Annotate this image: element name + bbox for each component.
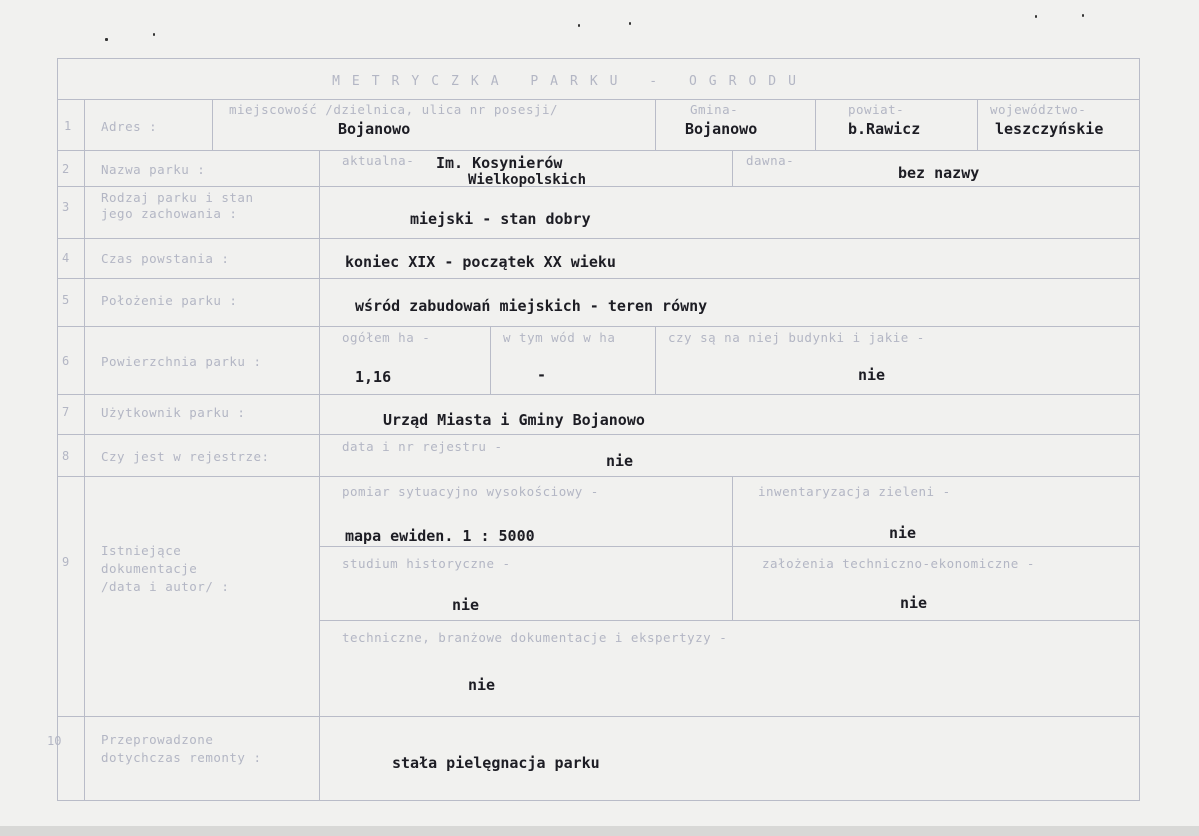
column-divider [732, 150, 733, 186]
economic-assumptions-value: nie [900, 594, 928, 612]
user-value: Urząd Miasta i Gminy Bojanowo [383, 411, 645, 429]
total-area-label: ogółem ha - [342, 330, 431, 345]
water-area-value: - [537, 366, 547, 384]
row-divider [57, 716, 1140, 717]
documentation-label-line-2: dokumentacje [101, 561, 198, 576]
technical-docs-label: techniczne, branżowe dokumentacje i ekspertyzy - [342, 630, 728, 645]
row-divider [57, 99, 1140, 100]
column-divider [490, 326, 491, 394]
row-divider [57, 434, 1140, 435]
speck [629, 22, 631, 25]
user-label: Użytkownik parku : [101, 405, 246, 420]
row-divider [57, 394, 1140, 395]
current-name-label: aktualna- [342, 153, 415, 168]
inventory-label: inwentaryzacja zieleni - [758, 484, 951, 499]
park-type-label-line-2: jego zachowania : [101, 206, 238, 221]
gmina-label: Gmina- [690, 102, 739, 117]
column-divider [655, 99, 656, 150]
row-divider [57, 326, 1140, 327]
total-area-value: 1,16 [355, 368, 392, 386]
column-divider [84, 99, 85, 800]
table-border-left [57, 58, 58, 800]
former-name-value: bez nazwy [898, 164, 980, 182]
technical-docs-value: nie [468, 676, 496, 694]
survey-value: mapa ewiden. 1 : 5000 [345, 527, 535, 545]
address-label: Adres : [101, 119, 158, 134]
row-divider [57, 150, 1140, 151]
current-name-line-2: Wielkopolskich [468, 172, 587, 188]
registry-label: Czy jest w rejestrze: [101, 449, 270, 464]
row-number: 4 [62, 251, 70, 265]
buildings-label: czy są na niej budynki i jakie - [668, 330, 925, 345]
location-label: Położenie parku : [101, 293, 238, 308]
row-number: 7 [62, 405, 70, 419]
column-divider [655, 326, 656, 394]
buildings-value: nie [858, 366, 886, 384]
row-divider [57, 278, 1140, 279]
former-name-label: dawna- [746, 153, 795, 168]
speck [105, 38, 108, 41]
powiat-value: b.Rawicz [848, 120, 921, 138]
row-number: 8 [62, 449, 70, 463]
table-border-right [1139, 58, 1140, 800]
speck [153, 33, 155, 36]
documentation-label-line-3: /data i autor/ : [101, 579, 230, 594]
table-border-top [57, 58, 1140, 59]
survey-label: pomiar sytuacyjno wysokościowy - [342, 484, 599, 499]
documentation-label-line-1: Istniejące [101, 543, 182, 558]
voivodeship-value: leszczyńskie [995, 120, 1104, 138]
park-type-label-line-1: Rodzaj parku i stan [101, 190, 254, 205]
creation-date-label: Czas powstania : [101, 251, 230, 266]
location-value: wśród zabudowań miejskich - teren równy [355, 297, 708, 315]
voivodeship-label: województwo- [990, 102, 1087, 117]
renovations-label-line-1: Przeprowadzone [101, 732, 214, 747]
area-label: Powierzchnia parku : [101, 354, 262, 369]
row-number: 2 [62, 162, 70, 176]
registry-value: nie [606, 452, 634, 470]
row-number: 9 [62, 555, 70, 569]
row-number: 3 [62, 200, 70, 214]
speck [1035, 15, 1037, 18]
locality-value: Bojanowo [338, 120, 411, 138]
park-name-label: Nazwa parku : [101, 162, 206, 177]
historical-study-label: studium historyczne - [342, 556, 511, 571]
historical-study-value: nie [452, 596, 480, 614]
column-divider [815, 99, 816, 150]
form-title: METRYCZKA PARKU - OGRODU [332, 74, 808, 89]
row-number: 10 [47, 734, 62, 748]
row-number: 5 [62, 293, 70, 307]
powiat-label: powiat- [848, 102, 905, 117]
water-area-label: w tym wód w ha [503, 330, 616, 345]
park-type-value: miejski - stan dobry [410, 210, 591, 228]
locality-label: miejscowość /dzielnica, ulica nr posesji/ [229, 102, 559, 117]
row-divider [57, 476, 1140, 477]
row-divider [57, 238, 1140, 239]
row-divider [319, 546, 1140, 547]
current-name-line-1: Im. Kosynierów [436, 154, 563, 172]
creation-date-value: koniec XIX - początek XX wieku [345, 253, 616, 271]
renovations-label-line-2: dotychczas remonty : [101, 750, 262, 765]
row-divider [57, 186, 1140, 187]
registry-sub-label: data i nr rejestru - [342, 439, 503, 454]
row-divider [319, 620, 1140, 621]
column-divider [212, 99, 213, 150]
gmina-value: Bojanowo [685, 120, 758, 138]
page-edge [0, 826, 1199, 836]
row-number: 1 [64, 119, 72, 133]
column-divider [977, 99, 978, 150]
column-divider [732, 476, 733, 620]
table-border-bottom [57, 800, 1140, 801]
row-number: 6 [62, 354, 70, 368]
column-divider [319, 150, 320, 800]
renovations-value: stała pielęgnacja parku [392, 754, 600, 772]
economic-assumptions-label: założenia techniczno-ekonomiczne - [762, 556, 1035, 571]
speck [578, 24, 580, 27]
speck [1082, 14, 1084, 17]
inventory-value: nie [889, 524, 917, 542]
